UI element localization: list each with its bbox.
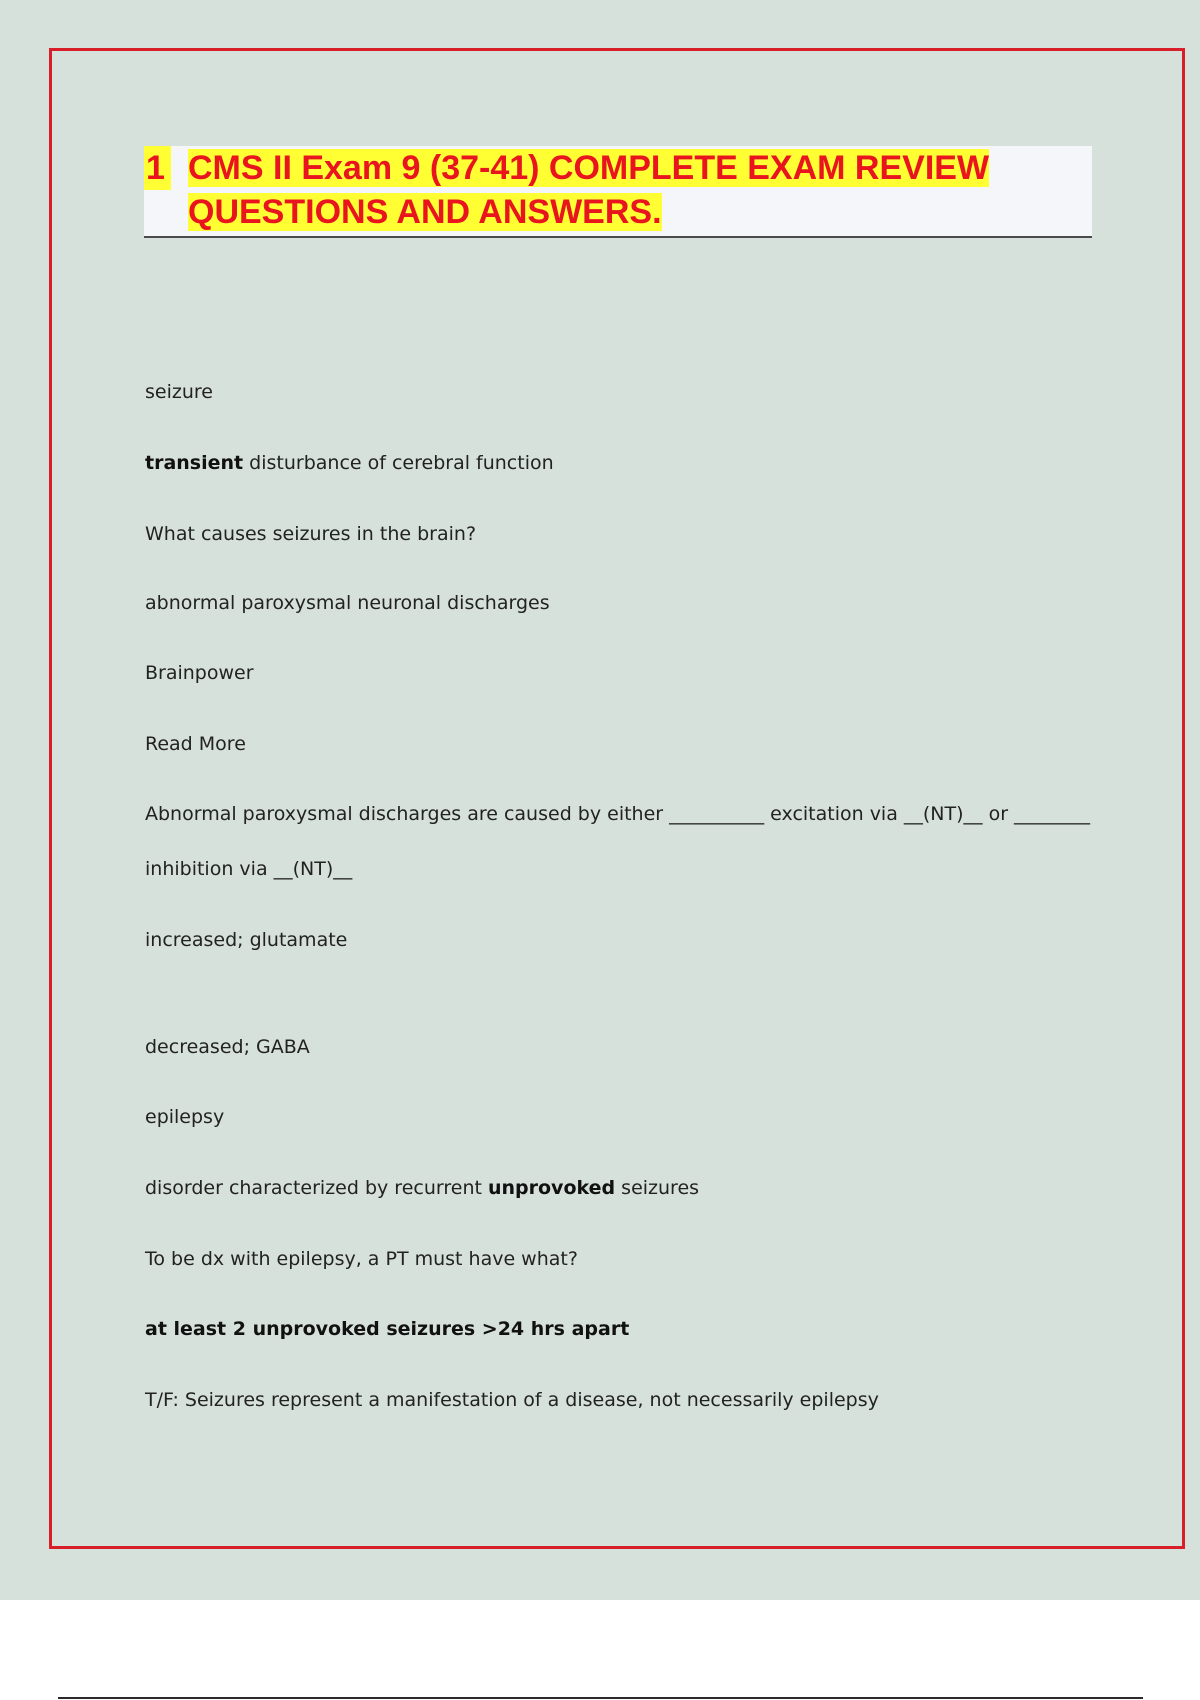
definition-prefix: disorder characterized by recurrent: [145, 1177, 488, 1199]
brainpower-label: Brainpower: [145, 662, 254, 684]
answer-seizure-cause: abnormal paroxysmal neuronal discharges: [145, 592, 550, 614]
question-discharges-line-1: Abnormal paroxysmal discharges are caused by either __________ excitation via __(NT)__ or ________: [145, 803, 1091, 825]
heading-title: [188, 146, 1068, 234]
document-heading: [144, 146, 1092, 238]
footer-rule: [58, 1697, 1143, 1699]
read-more-link[interactable]: Read More: [145, 733, 246, 755]
definition-epilepsy: [145, 1176, 699, 1200]
heading-number: 1: [144, 146, 171, 190]
term-seizure: seizure: [145, 381, 213, 403]
term-epilepsy: epilepsy: [145, 1106, 225, 1128]
definition-emphasis: unprovoked: [487, 1177, 616, 1199]
answer-increased-glutamate: increased; glutamate: [145, 929, 348, 951]
answer-decreased-gaba: decreased; GABA: [145, 1036, 310, 1058]
definition-seizure: [145, 451, 554, 475]
heading-title-text: CMS II Exam 9 (37-41) COMPLETE EXAM REVIEW QUESTIONS AND ANSWERS.: [188, 149, 990, 231]
answer-emphasis: at least 2 unprovoked seizures >24 hrs apart: [145, 1318, 630, 1340]
definition-suffix: seizures: [615, 1177, 700, 1199]
answer-epilepsy-dx: [145, 1317, 629, 1341]
question-true-false: T/F: Seizures represent a manifestation of a disease, not necessarily epilepsy: [145, 1389, 879, 1411]
definition-text: disturbance of cerebral function: [243, 452, 554, 474]
definition-emphasis: transient: [145, 452, 244, 474]
question-epilepsy-dx: To be dx with epilepsy, a PT must have what?: [145, 1248, 578, 1270]
question-discharges-line-2: inhibition via __(NT)__: [145, 858, 353, 880]
question-seizure-cause: What causes seizures in the brain?: [145, 523, 477, 545]
